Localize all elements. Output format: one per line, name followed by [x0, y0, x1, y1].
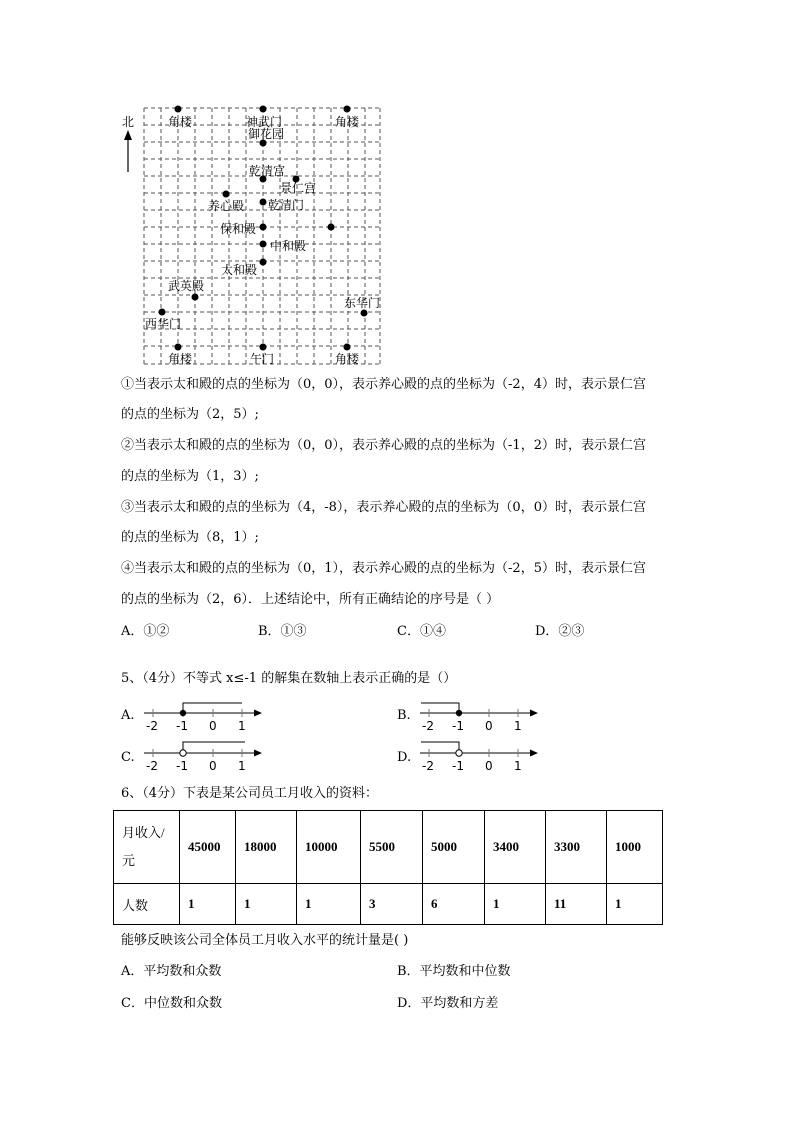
q6-option-a[interactable]: A．平均数和众数	[121, 964, 222, 979]
q4-statement-1a: ①当表示太和殿的点的坐标为（0，0），表示养心殿的点的坐标为（-2，4）时，表示景仁宫	[121, 377, 646, 392]
income-table	[113, 810, 663, 925]
map-label: 角楼	[335, 352, 360, 366]
map-label: 景仁宫	[280, 181, 317, 195]
map-label: 养心殿	[208, 199, 245, 213]
map-point	[175, 106, 182, 113]
map-label: 东华门	[344, 296, 381, 310]
map-label: 乾清门	[268, 198, 305, 212]
map-point	[192, 294, 199, 301]
tick-label: 1	[514, 719, 522, 733]
income-header-cell	[114, 811, 180, 884]
count-label-cell: 人数	[114, 884, 180, 925]
q5-stem: 5、（4分）不等式 x≤-1 的解集在数轴上表示正确的是（）	[121, 671, 457, 686]
q4-statement-2b: 的点的坐标为（1，3）;	[121, 469, 259, 484]
q4-option-c[interactable]: C．①④	[397, 624, 446, 639]
count-cell: 1	[236, 884, 297, 925]
tick-label: 0	[485, 759, 493, 773]
north-label: 北	[122, 115, 135, 129]
tick-label: 1	[238, 719, 246, 733]
palace-map	[110, 98, 400, 370]
map-point	[361, 310, 368, 317]
q5-option-c-label: C.	[121, 750, 135, 765]
count-cell: 1	[297, 884, 361, 925]
tick-label: 0	[209, 719, 217, 733]
q4-option-b[interactable]: B．①③	[258, 624, 307, 639]
tick-label: -1	[176, 759, 188, 773]
map-label: 神武门	[246, 115, 283, 129]
q6-stem: 6、（4分）下表是某公司员工月收入的资料：	[121, 786, 379, 801]
q5-option-c[interactable]	[121, 740, 281, 790]
map-point	[344, 344, 351, 351]
map-label: 乾清宫	[249, 164, 286, 178]
tick-label: 1	[514, 759, 522, 773]
count-cell: 11	[546, 884, 607, 925]
map-label: 西华门	[145, 317, 182, 331]
tick-label: -1	[176, 719, 188, 733]
income-cell: 1000	[607, 811, 663, 884]
north-arrow-icon	[124, 130, 132, 172]
map-label: 角楼	[168, 115, 193, 129]
count-cell: 1	[607, 884, 663, 925]
map-point	[260, 224, 267, 231]
income-cell: 3400	[485, 811, 546, 884]
map-label: 保和殿	[220, 222, 257, 236]
tick-label: -1	[452, 759, 464, 773]
count-cell: 1	[485, 884, 546, 925]
map-point	[260, 344, 267, 351]
map-point	[328, 224, 335, 231]
income-header-label-1: 月收入/	[122, 825, 165, 840]
q4-statement-1b: 的点的坐标为（2，5）;	[121, 407, 259, 422]
income-cell: 5000	[423, 811, 485, 884]
q5-option-b-label: B.	[397, 708, 411, 723]
count-cell: 3	[361, 884, 423, 925]
tick-label: 0	[485, 719, 493, 733]
map-label: 午门	[250, 352, 275, 366]
q4-statement-2a: ②当表示太和殿的点的坐标为（0，0），表示养心殿的点的坐标为（-1，2）时，表示景仁宫	[121, 438, 646, 453]
income-header-label-2: 元	[122, 853, 136, 868]
map-point	[260, 106, 267, 113]
tick-label: -2	[422, 759, 434, 773]
q4-statement-3a: ③当表示太和殿的点的坐标为（4，-8），表示养心殿的点的坐标为（0，0）时，表示景仁宫	[121, 500, 646, 515]
q4-statement-4a: ④当表示太和殿的点的坐标为（0，1），表示养心殿的点的坐标为（-2，5）时，表示景仁宫	[121, 561, 646, 576]
q6-option-d[interactable]: D．平均数和方差	[397, 996, 499, 1011]
q5-option-a-label: A.	[121, 708, 135, 723]
q4-statement-4b: 的点的坐标为（2，6）．上述结论中，所有正确结论的序号是（ ）	[121, 592, 500, 607]
map-label: 中和殿	[270, 239, 307, 253]
income-cell: 45000	[180, 811, 236, 884]
income-cell: 10000	[297, 811, 361, 884]
tick-label: 1	[238, 759, 246, 773]
tick-label: -2	[422, 719, 434, 733]
map-label: 太和殿	[221, 263, 258, 277]
map-label: 角楼	[168, 352, 193, 366]
q5-option-d-label: D.	[397, 750, 412, 765]
income-cell: 5500	[361, 811, 423, 884]
map-point	[175, 344, 182, 351]
map-point	[260, 259, 267, 266]
tick-label: 0	[209, 759, 217, 773]
income-cell: 18000	[236, 811, 297, 884]
table-row	[114, 884, 663, 925]
map-label: 角楼	[335, 115, 360, 129]
q5-option-d[interactable]	[397, 740, 557, 790]
q6-option-b[interactable]: B．平均数和中位数	[397, 964, 511, 979]
q4-option-a[interactable]: A．①②	[121, 624, 170, 639]
count-cell: 6	[423, 884, 485, 925]
count-cell: 1	[180, 884, 236, 925]
income-cell: 3300	[546, 811, 607, 884]
map-label: 武英殿	[168, 279, 205, 293]
map-point	[260, 199, 267, 206]
map-point	[344, 106, 351, 113]
tick-label: -2	[146, 759, 158, 773]
number-line-d	[417, 740, 542, 788]
q6-question: 能够反映该公司全体员工月收入水平的统计量是( )	[121, 933, 409, 948]
tick-label: -1	[452, 719, 464, 733]
tick-label: -2	[146, 719, 158, 733]
q4-option-d[interactable]: D．②③	[535, 624, 585, 639]
map-label: 御花园	[248, 127, 285, 141]
q6-option-c[interactable]: C．中位数和众数	[121, 996, 222, 1011]
number-line-c	[141, 740, 266, 788]
map-point	[159, 309, 166, 316]
map-point	[223, 191, 230, 198]
table-row	[114, 811, 663, 884]
q4-statement-3b: 的点的坐标为（8，1）;	[121, 530, 259, 545]
map-point	[260, 241, 267, 248]
